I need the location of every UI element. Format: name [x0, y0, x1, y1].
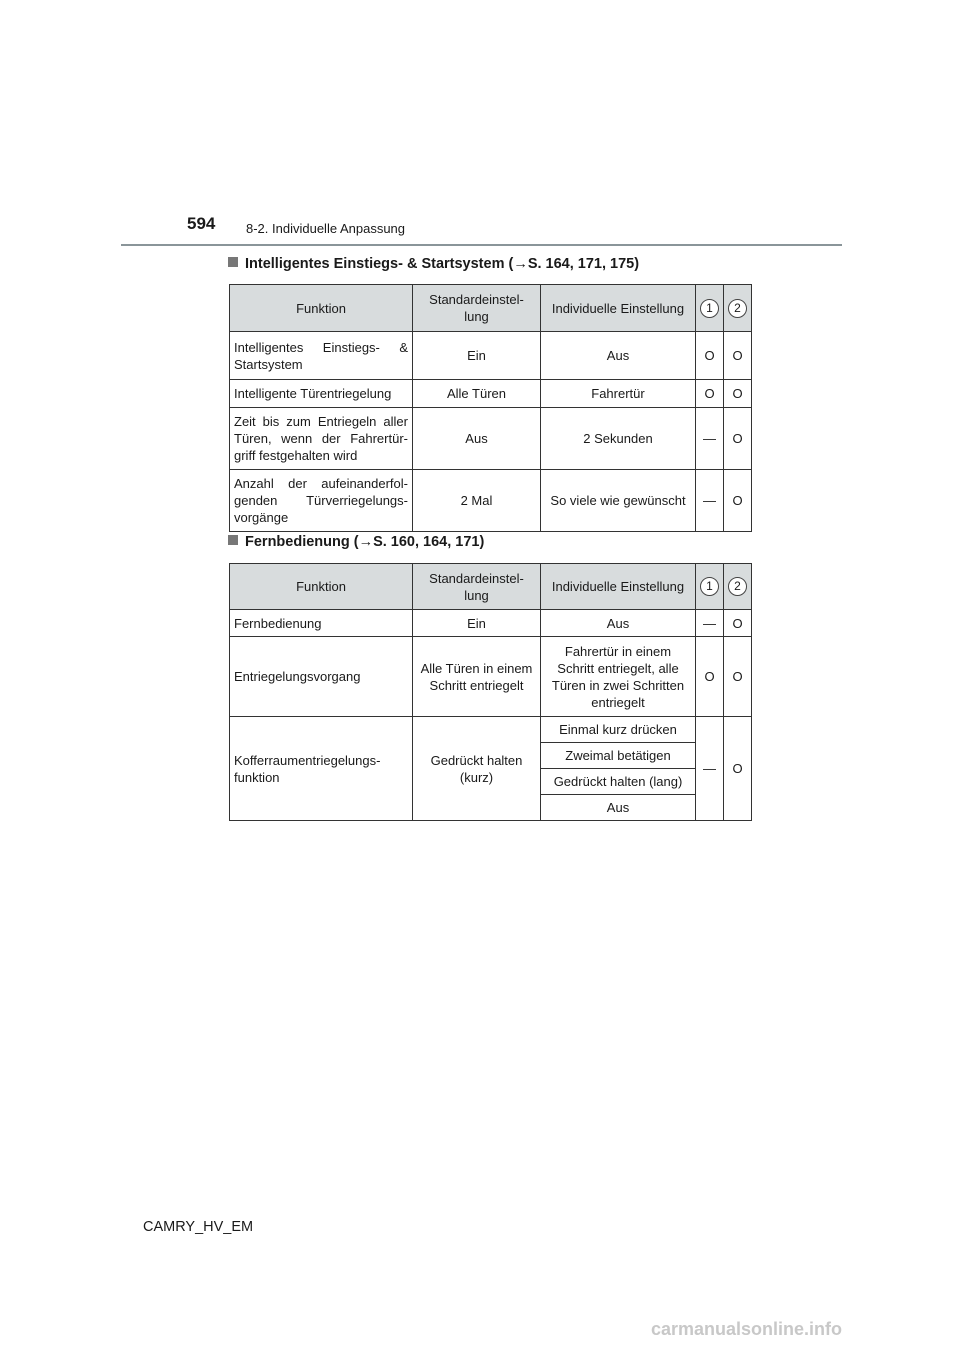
cell-funktion: Kofferraumentriegelungs-funktion: [230, 717, 413, 821]
section-heading-smart-entry: [228, 256, 639, 272]
cell-col1: —: [696, 610, 724, 637]
section-label: 8-2. Individuelle Anpassung: [246, 221, 406, 236]
cell-funktion: Fernbedienung: [230, 610, 413, 637]
cell-col1: O: [696, 332, 724, 380]
cell-col1: —: [696, 717, 724, 821]
cell-col2: O: [724, 610, 752, 637]
cell-standard: 2 Mal: [413, 470, 541, 532]
cell-individuell: Aus: [541, 332, 696, 380]
cell-col2: O: [724, 332, 752, 380]
model-code: CAMRY_HV_EM: [143, 1219, 254, 1235]
cell-option: Einmal kurz drücken: [541, 717, 696, 743]
cell-individuell: Aus: [541, 610, 696, 637]
cell-col2: O: [724, 637, 752, 717]
cell-standard: Gedrückt halten (kurz): [413, 717, 541, 821]
section-heading-text: Fernbedienung (→S. 160, 164, 171): [245, 534, 485, 550]
cell-col2: O: [724, 380, 752, 408]
circled-number-2-icon: 2: [728, 577, 747, 596]
page-number: 594: [187, 214, 216, 233]
column-header-2: [724, 285, 752, 332]
table-row: [230, 717, 752, 743]
cell-standard: Alle Türen in einem Schritt entriegelt: [413, 637, 541, 717]
cell-standard: Ein: [413, 332, 541, 380]
column-header-funktion: Funktion: [230, 285, 413, 332]
settings-table-remote: [229, 563, 752, 821]
cell-option: Aus: [541, 795, 696, 821]
circled-number-2-icon: 2: [728, 299, 747, 318]
cell-col1: O: [696, 637, 724, 717]
cell-funktion: Zeit bis zum Entriegeln aller Türen, wenn der Fahrertür-griff festgehalten wird: [230, 408, 413, 470]
table-row: [230, 380, 752, 408]
column-header-1: [696, 564, 724, 610]
cell-col2: O: [724, 470, 752, 532]
cell-funktion: Intelligente Türentriegelung: [230, 380, 413, 408]
cell-individuell: Fahrertür: [541, 380, 696, 408]
column-header-individuell: Individuelle Einstellung: [541, 285, 696, 332]
column-header-individuell: Individuelle Einstellung: [541, 564, 696, 610]
cell-option: Gedrückt halten (lang): [541, 769, 696, 795]
table-row: [230, 408, 752, 470]
circled-number-1-icon: 1: [700, 299, 719, 318]
cell-individuell: 2 Sekunden: [541, 408, 696, 470]
cell-funktion: Entriegelungsvorgang: [230, 637, 413, 717]
table-row: [230, 637, 752, 717]
column-header-funktion: Funktion: [230, 564, 413, 610]
cell-standard: Aus: [413, 408, 541, 470]
table-row: [230, 332, 752, 380]
table-header-row: [230, 564, 752, 610]
cell-option: Zweimal betätigen: [541, 743, 696, 769]
square-bullet-icon: [228, 257, 238, 267]
cell-col1: —: [696, 470, 724, 532]
table-row: [230, 610, 752, 637]
cell-col2: O: [724, 717, 752, 821]
section-heading-text: Intelligentes Einstiegs- & Startsystem (→S. 164, 171, 175): [245, 256, 640, 272]
cell-individuell: So viele wie gewünscht: [541, 470, 696, 532]
table-header-row: [230, 285, 752, 332]
watermark: carmanualsonline.info: [651, 1319, 843, 1339]
cell-standard: Ein: [413, 610, 541, 637]
cell-col1: —: [696, 408, 724, 470]
cell-standard: Alle Türen: [413, 380, 541, 408]
column-header-standard: Standardeinstel-lung: [413, 285, 541, 332]
column-header-2: [724, 564, 752, 610]
cell-col2: O: [724, 408, 752, 470]
cell-individuell: Fahrertür in einem Schritt entriegelt, alle Türen in zwei Schritten entriegelt: [541, 637, 696, 717]
column-header-1: [696, 285, 724, 332]
cell-funktion: Intelligentes Einstiegs- & Startsystem: [230, 332, 413, 380]
header-divider: [121, 244, 842, 246]
table-row: [230, 470, 752, 532]
cell-col1: O: [696, 380, 724, 408]
circled-number-1-icon: 1: [700, 577, 719, 596]
cell-funktion: Anzahl der aufeinanderfol-genden Türverriegelungs-vorgänge: [230, 470, 413, 532]
column-header-standard: Standardeinstel-lung: [413, 564, 541, 610]
settings-table-smart-entry: [229, 284, 752, 532]
section-heading-remote: [228, 534, 484, 550]
square-bullet-icon: [228, 535, 238, 545]
